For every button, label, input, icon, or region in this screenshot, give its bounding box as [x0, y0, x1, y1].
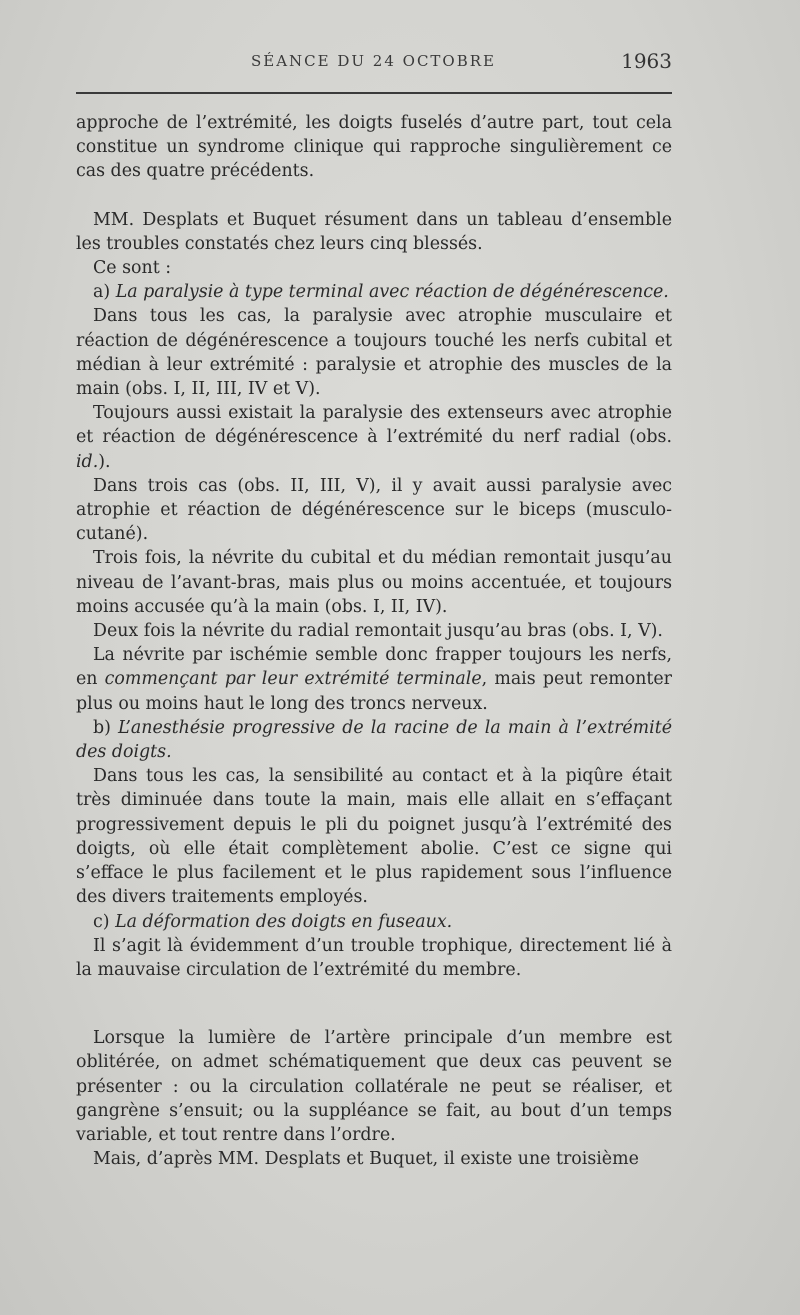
paragraph: approche de l’extrémité, les doigts fuselés d’autre part, tout cela constitue un syndrome clinique qui rapproche singulièrement ce cas des quatre précédents.: [76, 113, 672, 182]
section-label: a): [93, 282, 111, 303]
paragraph: La névrite par ischémie semble donc frapper toujours les nerfs, en commençant par leur extrémité terminale, mais peut remonter plus ou moins haut le long des troncs nerveux.: [76, 645, 672, 714]
paragraph: Trois fois, la névrite du cubital et du médian remontait jusqu’au niveau de l’avant-bras, mais plus ou moins accentuée, et toujours moins accusée qu’à la main (obs. I, II, IV).: [76, 548, 672, 617]
paragraph: Toujours aussi existait la paralysie des extenseurs avec atrophie et réaction de dégénérescence à l’extrémité du nerf radial (obs. id.).: [76, 403, 672, 472]
section-heading-b: [76, 716, 672, 764]
paragraph: Ce sont :: [93, 258, 172, 279]
paragraph: Deux fois la névrite du radial remontait jusqu’au bras (obs. I, V).: [93, 621, 663, 642]
section-heading-a: [76, 280, 672, 304]
paragraph: Lorsque la lumière de l’artère principale d’un membre est oblitérée, on admet schématiquement que deux cas peuvent se présenter : ou la circulation collatérale ne peut se réaliser, et gangrène s’ensuit; ou la suppléance se fait, au bout d’un temps variable, et tout rentre dans l’ordre.: [76, 1028, 672, 1145]
paragraph: MM. Desplats et Buquet résument dans un tableau d’ensemble les troubles constatés chez leurs cinq blessés.: [76, 209, 672, 254]
page-number: 1963: [621, 49, 672, 73]
section-title: La paralysie à type terminal avec réaction de dégénérescence.: [115, 282, 669, 303]
section-title: L’anesthésie progressive de la racine de la main à l’extrémité des doigts.: [76, 717, 673, 763]
running-head: SÉANCE DU 24 OCTOBRE: [250, 52, 496, 70]
page-header: [75, 49, 672, 80]
section-label: b): [93, 717, 111, 738]
paragraph: Dans trois cas (obs. II, III, V), il y avait aussi paralysie avec atrophie et réaction de dégénérescence sur le biceps (musculo-cutané).: [76, 475, 672, 545]
section-label: c): [93, 911, 110, 932]
paragraph: Dans tous les cas, la paralysie avec atrophie musculaire et réaction de dégénérescence a toujours touché les nerfs cubital et médian à leur extrémité : paralysie et atrophie des muscles de la main (obs. I, II, III, IV et V).: [76, 306, 672, 400]
paragraph: Il s’agit là évidemment d’un trouble trophique, directement lié à la mauvaise circulation de l’extrémité du membre.: [76, 935, 672, 980]
section-title: La déformation des doigts en fuseaux.: [115, 911, 453, 932]
body-text: [76, 111, 672, 1171]
paragraph: Mais, d’après MM. Desplats et Buquet, il existe une troisième: [93, 1149, 639, 1170]
header-rule: [76, 92, 672, 94]
paragraph: Dans tous les cas, la sensibilité au contact et à la piqûre était très diminuée dans toute la main, mais elle allait en s’effaçant progressivement depuis le pli du poignet jusqu’à l’extrémité des doigts, où elle était complètement abolie. C’est ce signe qui s’efface le plus facilement et le plus rapidement sous l’influence des divers traitements employés.: [76, 766, 672, 908]
section-heading-c: [76, 910, 672, 934]
